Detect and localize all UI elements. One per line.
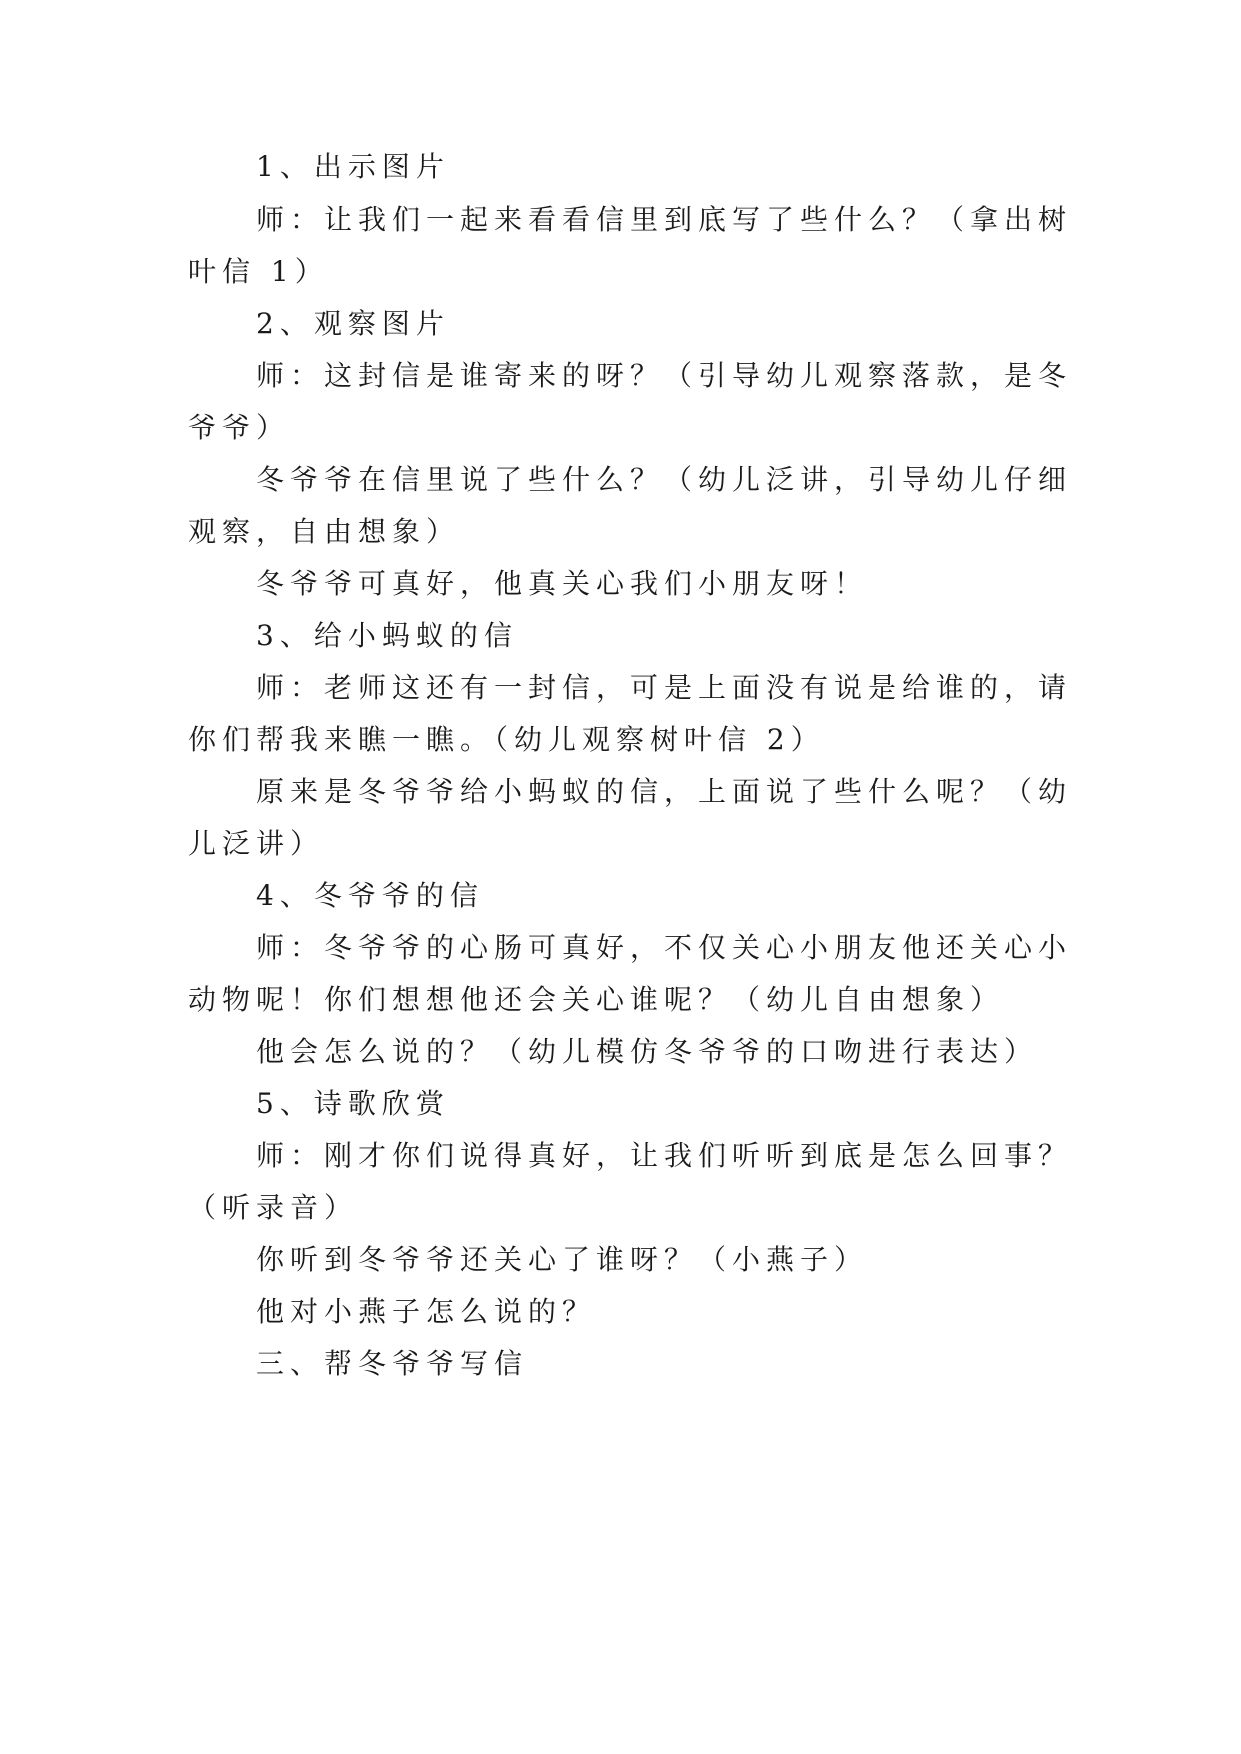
paragraph-line: 动物呢！你们想想他还会关心谁呢？（幼儿自由想象） <box>188 983 1005 1016</box>
section-heading-letter-to-ant: 3、给小蚂蚁的信 <box>256 619 518 652</box>
paragraph-line: 师：这封信是谁寄来的呀？（引导幼儿观察落款，是冬 <box>256 359 1073 392</box>
paragraph-line: 师：老师这还有一封信，可是上面没有说是给谁的，请 <box>256 671 1073 704</box>
paragraph-line: 他对小燕子怎么说的？ <box>256 1295 597 1328</box>
paragraph-line: 冬爷爷在信里说了些什么？（幼儿泛讲，引导幼儿仔细 <box>256 463 1073 496</box>
paragraph-line: 你听到冬爷爷还关心了谁呀？（小燕子） <box>256 1243 869 1276</box>
paragraph-line: 他会怎么说的？（幼儿模仿冬爷爷的口吻进行表达） <box>256 1035 1039 1068</box>
section-heading-poem-appreciation: 5、诗歌欣赏 <box>256 1087 450 1120</box>
section-heading-grandpa-winter-letter: 4、冬爷爷的信 <box>256 879 484 912</box>
section-heading-observe-picture: 2、观察图片 <box>256 307 450 340</box>
paragraph-line: 爷爷） <box>188 411 291 444</box>
paragraph-line: 你们帮我来瞧一瞧。（幼儿观察树叶信 2） <box>188 723 825 756</box>
paragraph-line: 师：冬爷爷的心肠可真好，不仅关心小朋友他还关心小 <box>256 931 1073 964</box>
paragraph-line: （听录音） <box>188 1191 359 1224</box>
paragraph-line: 儿泛讲） <box>188 827 325 860</box>
paragraph-line: 师：刚才你们说得真好，让我们听听到底是怎么回事？ <box>256 1139 1073 1172</box>
paragraph-line: 师：让我们一起来看看信里到底写了些什么？（拿出树 <box>256 203 1073 236</box>
paragraph-line: 原来是冬爷爷给小蚂蚁的信，上面说了些什么呢？（幼 <box>256 775 1073 808</box>
paragraph-line: 观察，自由想象） <box>188 515 461 548</box>
section-heading-show-picture: 1、出示图片 <box>256 150 450 183</box>
paragraph-line: 冬爷爷可真好，他真关心我们小朋友呀！ <box>256 567 869 600</box>
paragraph-line: 叶信 1） <box>188 255 329 288</box>
section-heading-write-letter: 三、帮冬爷爷写信 <box>256 1347 529 1380</box>
